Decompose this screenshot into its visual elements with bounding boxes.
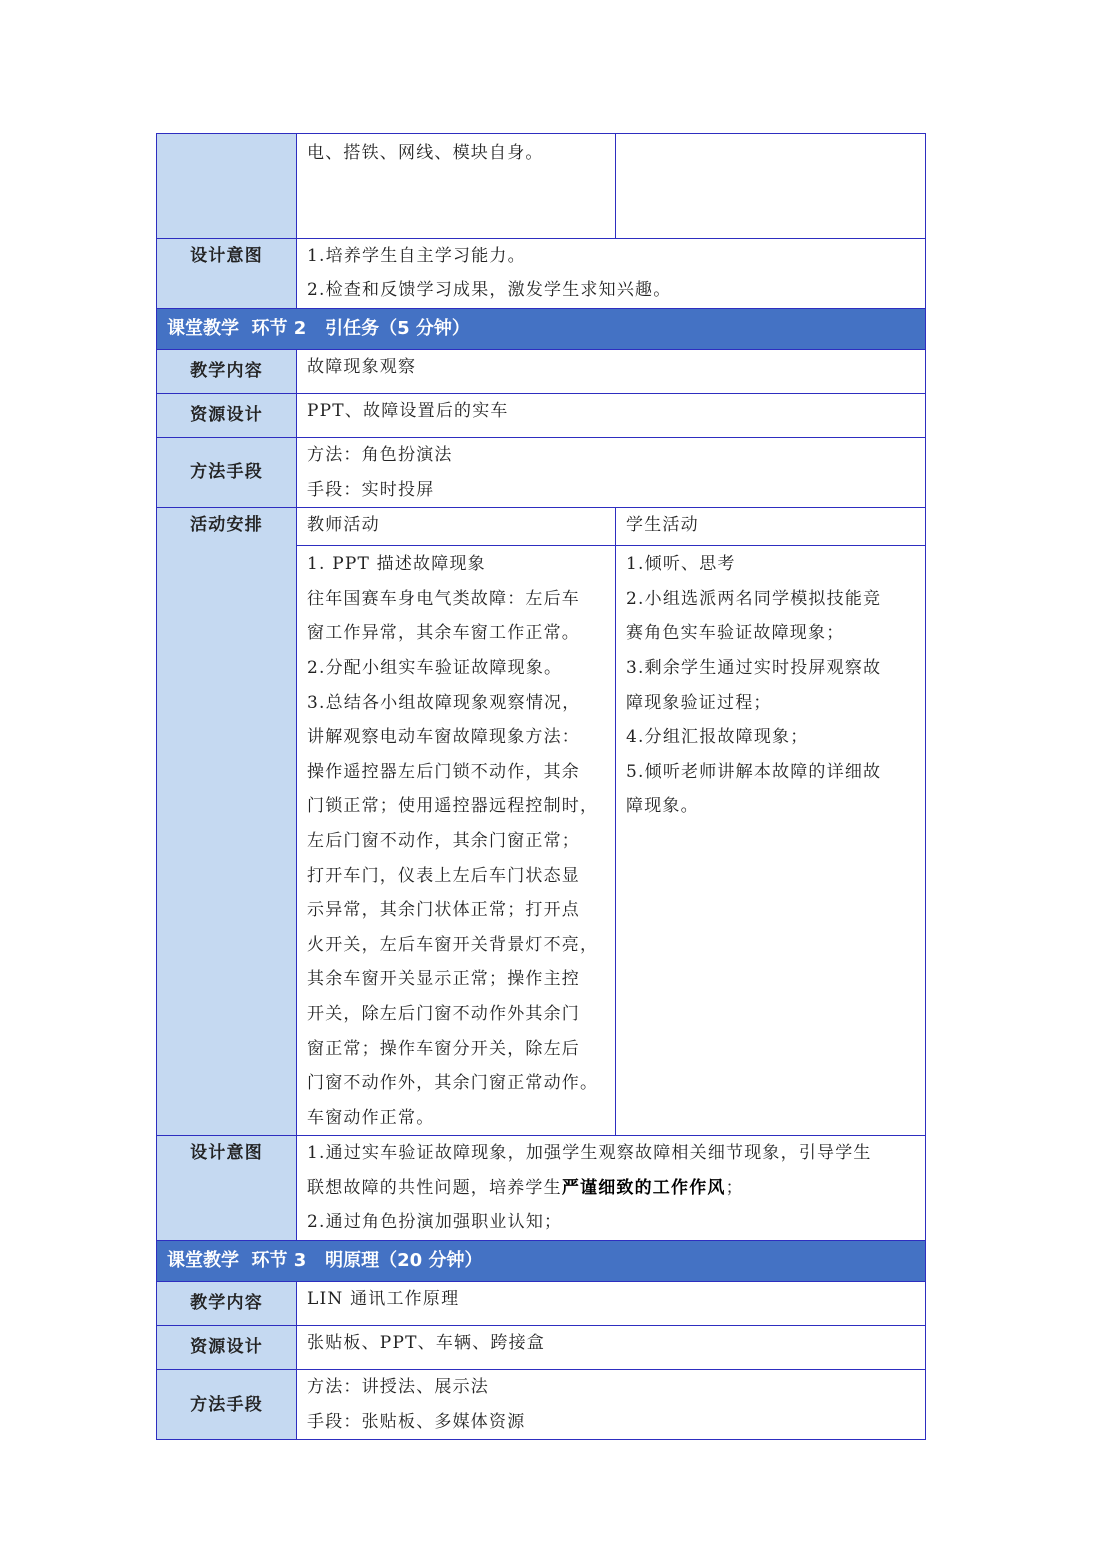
teaching-content-value-3: LIN 通讯工作原理 xyxy=(297,1282,926,1326)
student-line: 2.小组选派两名同学模拟技能竞 xyxy=(626,588,882,609)
design-intent-label-2: 设计意图 xyxy=(157,1136,297,1241)
method-content-2 xyxy=(297,438,926,508)
section-header-3 xyxy=(157,1241,926,1282)
activity-header-row xyxy=(157,508,926,546)
design-intent-row-1 xyxy=(157,239,926,309)
student-line: 障现象验证过程； xyxy=(626,692,772,713)
method-3-line-2: 手段：张贴板、多媒体资源 xyxy=(307,1411,526,1432)
method-2-line-2: 手段：实时投屏 xyxy=(307,479,435,500)
resource-design-label-3: 资源设计 xyxy=(157,1326,297,1370)
continuation-row xyxy=(157,134,926,239)
design-intent-label-1: 设计意图 xyxy=(157,239,297,309)
teaching-content-row-2 xyxy=(157,350,926,394)
student-line: 3.剩余学生通过实时投屏观察故 xyxy=(626,657,882,678)
method-row-2 xyxy=(157,438,926,508)
design-intent-2-line-3: 2.通过角色扮演加强职业认知； xyxy=(307,1212,563,1233)
teacher-line: 3.总结各小组故障现象观察情况， xyxy=(307,692,581,713)
teacher-line: 火开关，左后车窗开关背景灯不亮， xyxy=(307,934,599,955)
design-intent-row-2 xyxy=(157,1136,926,1241)
teacher-line: 门窗不动作外，其余门窗正常动作。 xyxy=(307,1073,599,1094)
design-intent-2-emphasis: 严谨细致的工作作风 xyxy=(561,1177,726,1198)
teacher-activity-header: 教师活动 xyxy=(297,508,616,546)
design-intent-1-line-1: 1.培养学生自主学习能力。 xyxy=(307,246,526,266)
teacher-line: 操作遥控器左后门锁不动作，其余 xyxy=(307,761,580,782)
teacher-line: 示异常，其余门状体正常；打开点 xyxy=(307,900,580,921)
resource-design-row-3 xyxy=(157,1326,926,1370)
activity-label: 活动安排 xyxy=(157,508,297,1136)
teacher-line: 其余车窗开关显示正常；操作主控 xyxy=(307,969,580,990)
student-line: 1.倾听、思考 xyxy=(626,554,736,575)
method-3-line-1: 方法：讲授法、展示法 xyxy=(307,1377,489,1398)
section-title-3: 课堂教学 环节 3 明原理（20 分钟） xyxy=(157,1241,926,1282)
method-content-3 xyxy=(297,1370,926,1440)
continuation-text: 电、搭铁、网线、模块自身。 xyxy=(307,143,544,163)
student-line: 障现象。 xyxy=(626,796,699,817)
resource-design-value-2: PPT、故障设置后的实车 xyxy=(297,394,926,438)
section-title-2: 课堂教学 环节 2 引任务（5 分钟） xyxy=(157,309,926,350)
design-intent-content-1 xyxy=(297,239,926,309)
continuation-empty-cell xyxy=(616,134,926,239)
method-2-line-1: 方法：角色扮演法 xyxy=(307,445,453,465)
teacher-line: 窗工作异常，其余车窗工作正常。 xyxy=(307,623,580,644)
student-line: 赛角色实车验证故障现象； xyxy=(626,623,845,644)
student-line: 5.倾听老师讲解本故障的详细故 xyxy=(626,761,882,782)
teacher-line: 2.分配小组实车验证故障现象。 xyxy=(307,657,563,678)
teacher-activity-content xyxy=(297,546,616,1136)
lesson-plan-table xyxy=(156,133,926,1440)
design-intent-2-line-1: 1.通过实车验证故障现象，加强学生观察故障相关细节现象，引导学生 xyxy=(307,1143,872,1164)
teacher-line: 往年国赛车身电气类故障：左后车 xyxy=(307,588,580,609)
student-line: 4.分组汇报故障现象； xyxy=(626,727,809,748)
teacher-line: 窗正常；操作车窗分开关，除左后 xyxy=(307,1038,580,1059)
continuation-text-cell xyxy=(297,134,616,239)
teacher-line: 车窗动作正常。 xyxy=(307,1107,435,1128)
resource-design-label-2: 资源设计 xyxy=(157,394,297,438)
student-activity-content xyxy=(616,546,926,1136)
method-row-3 xyxy=(157,1370,926,1440)
teaching-content-label-2: 教学内容 xyxy=(157,350,297,394)
method-label-2: 方法手段 xyxy=(157,438,297,508)
teacher-line: 门锁正常；使用遥控器远程控制时， xyxy=(307,796,599,817)
continuation-label-cell xyxy=(157,134,297,239)
design-intent-2-line-2 xyxy=(307,1171,915,1206)
teacher-line: 开关，除左后门窗不动作外其余门 xyxy=(307,1003,580,1024)
teacher-line: 打开车门，仪表上左后车门状态显 xyxy=(307,865,580,886)
design-intent-content-2 xyxy=(297,1136,926,1241)
teacher-line: 1. PPT 描述故障现象 xyxy=(307,554,486,575)
student-activity-header: 学生活动 xyxy=(616,508,926,546)
teaching-content-row-3 xyxy=(157,1282,926,1326)
teacher-line: 讲解观察电动车窗故障现象方法： xyxy=(307,727,580,748)
teaching-content-value-2: 故障现象观察 xyxy=(297,350,926,394)
design-intent-2-line-2-prefix: 联想故障的共性问题，培养学生 xyxy=(307,1177,562,1198)
design-intent-2-line-2-suffix: ； xyxy=(725,1177,744,1198)
section-header-2 xyxy=(157,309,926,350)
method-label-3: 方法手段 xyxy=(157,1370,297,1440)
teacher-line: 左后门窗不动作，其余门窗正常； xyxy=(307,830,580,851)
resource-design-row-2 xyxy=(157,394,926,438)
design-intent-1-line-2: 2.检查和反馈学习成果，激发学生求知兴趣。 xyxy=(307,280,672,300)
teaching-content-label-3: 教学内容 xyxy=(157,1282,297,1326)
resource-design-value-3: 张贴板、PPT、车辆、跨接盒 xyxy=(297,1326,926,1370)
